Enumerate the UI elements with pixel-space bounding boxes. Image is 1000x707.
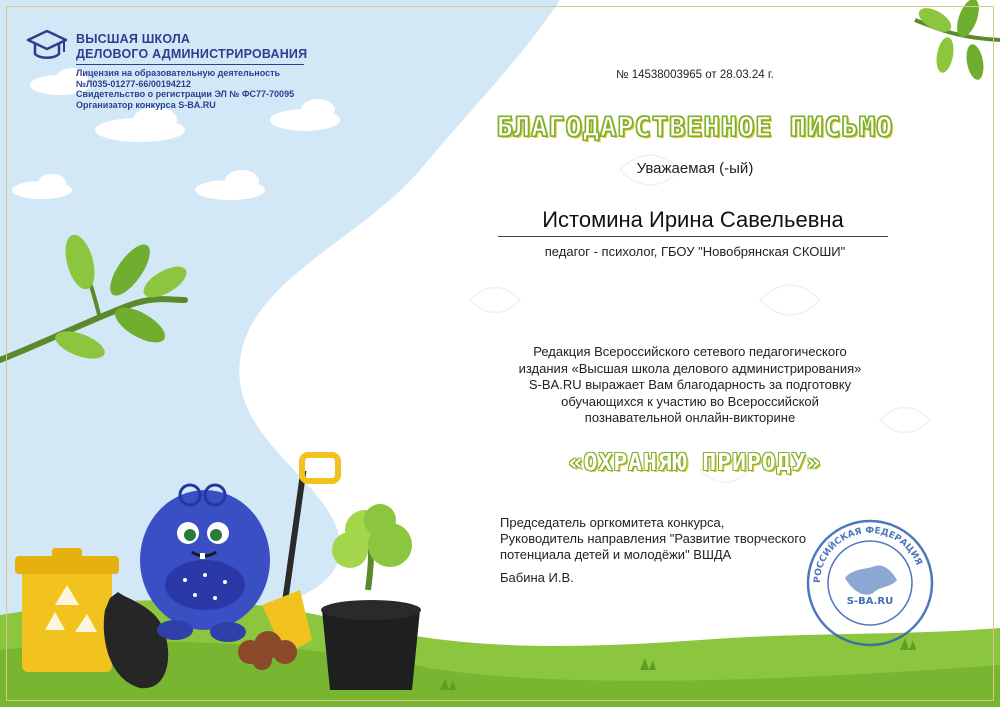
organization-name xyxy=(76,32,307,62)
signatory-line: потенциала детей и молодёжи" ВШДА xyxy=(500,547,732,562)
body-text xyxy=(480,344,900,427)
organization-name-line1: ВЫСШАЯ ШКОЛА xyxy=(76,32,191,46)
body-line: издания «Высшая школа делового администрирования» xyxy=(518,360,862,376)
signatory-line: Руководитель направления "Развитие творческого xyxy=(500,531,807,546)
trash-bin xyxy=(15,548,119,672)
official-stamp xyxy=(805,518,935,648)
organizer-line: Организатор конкурса S-BA.RU xyxy=(76,99,216,110)
logo-divider xyxy=(76,64,304,65)
body-line: обучающихся к участию во Всероссийской xyxy=(561,393,819,409)
logo-credentials xyxy=(76,68,294,110)
body-line: познавательной онлайн-викторине xyxy=(584,410,796,425)
signatory-name: Бабина И.В. xyxy=(500,570,574,585)
recipient-underline xyxy=(498,236,888,237)
license-line2: №Л035-01277-66/00194212 xyxy=(76,78,191,89)
license-line1: Лицензия на образовательную деятельность xyxy=(76,68,281,78)
organization-name-line2: ДЕЛОВОГО АДМИНИСТРИРОВАНИЯ xyxy=(76,47,308,61)
document-number: № 14538003965 от 28.03.24 г. xyxy=(616,69,774,81)
stamp-center-text: S-BA.RU xyxy=(846,596,894,607)
document-title: БЛАГОДАРСТВЕННОЕ ПИСЬМО xyxy=(496,112,894,143)
stamp-ring-text: РОССИЙСКАЯ ФЕДЕРАЦИЯ xyxy=(812,525,924,584)
recipient-name: Истомина Ирина Савельевна xyxy=(542,207,844,232)
graduation-cap-icon xyxy=(26,28,68,64)
signatory-line: Председатель оргкомитета конкурса, xyxy=(500,515,725,530)
registration-line: Свидетельство о регистрации ЭЛ № ФС77-70095 xyxy=(76,89,295,99)
top-right-branch xyxy=(915,0,1000,81)
recipient-position: педагог - психолог, ГБОУ "Новобрянская СКОШИ" xyxy=(544,244,846,259)
body-line: S-BA.RU выражает Вам благодарность за подготовку xyxy=(528,377,852,392)
quiz-title: «ОХРАНЯЮ ПРИРОДУ» xyxy=(568,450,822,476)
salutation: Уважаемая (-ый) xyxy=(636,160,754,177)
body-line: Редакция Всероссийского сетевого педагогического xyxy=(533,344,847,359)
